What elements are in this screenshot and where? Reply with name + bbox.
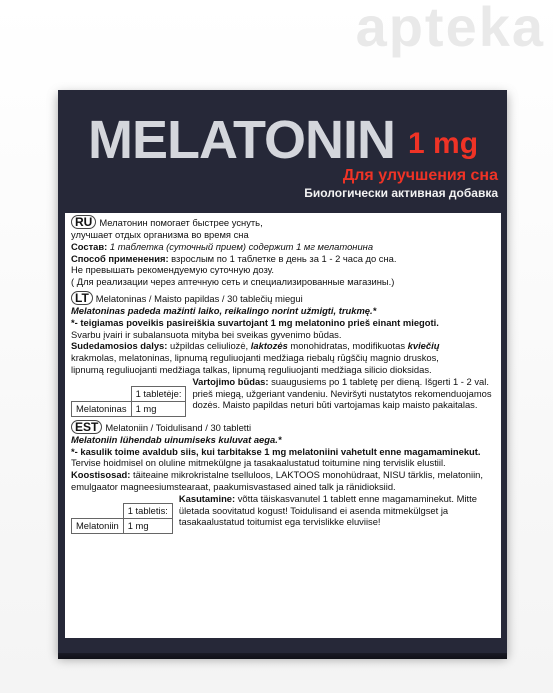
lt-table-empty-cell — [72, 386, 132, 401]
lt-head: Melatoninas / Maisto papildas / 30 tablečių miegui — [95, 292, 303, 304]
ru-usage — [71, 253, 495, 265]
est-note: *- kasulik toime avaldub siis, kui tarbitakse 1 mg melatoniini vahetult enne magamaminekut. — [71, 445, 481, 457]
est-bottom-row — [71, 493, 495, 534]
lt-ing2: monohidratas, modifikuotas — [287, 340, 408, 352]
ru-line6: ( Для реализации через аптечную сеть и специализированные магазины.) — [71, 276, 395, 288]
lang-badge-lt: LT — [71, 291, 93, 305]
est-ingredients-text: täiteaine mikrokristalne tselluloos, LAKTOOS monohüdraat, NISU tärklis, melatoniin, emulgaator magneesiumstearaat, paakumisvastased ained talk ja ränidioksiid. — [71, 469, 483, 492]
subtitle-white: Биологически активная добавка — [304, 186, 498, 200]
lt-bottom-row — [71, 376, 495, 417]
est-table-empty-cell — [72, 503, 124, 518]
section-est — [71, 420, 495, 534]
est-ingredients-label: Koostisosad: — [71, 469, 131, 481]
ru-line5: Не превышать рекомендуемую суточную дозу. — [71, 264, 275, 276]
est-text1: Tervise hoidmisel on oluline mitmekülgne ja tasakaalustatud toitumine ning tervislik elustiil. — [71, 457, 446, 469]
lt-ing1: užpildas celiuliozė, — [167, 340, 251, 352]
lang-badge-est: EST — [71, 420, 102, 434]
est-slogan: Melatoniin lühendab uinumiseks kuluvat aega.* — [71, 433, 282, 445]
lt-nutrition-table — [71, 386, 186, 417]
est-usage — [179, 493, 495, 534]
lt-usage — [192, 376, 495, 417]
lt-ing-lactose: laktozės — [250, 340, 288, 352]
ru-composition — [71, 241, 495, 253]
lt-slogan: Melatoninas padeda mažinti laiko, reikalingo norint užmigti, trukmę.* — [71, 304, 377, 316]
ru-line1: Мелатонин помогает быстрее уснуть, — [99, 217, 263, 228]
product-box — [58, 90, 507, 655]
lt-table-header: 1 tabletėje: — [131, 386, 186, 401]
est-usage-label: Kasutamine: — [178, 492, 236, 504]
lt-ing3: krakmolas, melatoninas, lipnumą reguliuojanti medžiaga riebalų rūgščių magnio druskos, — [71, 352, 439, 364]
section-ru — [71, 215, 495, 288]
title-area — [88, 110, 498, 200]
est-usage-text: võtta täiskasvanutel 1 tablett enne magamaminekut. Mitte ületada soovitatud kogust! Toidulisand ei asenda mitmekülgset ja tasakaalustatud toitumist ega tervislikke eluviise! — [178, 492, 477, 528]
watermark: apteka — [355, 0, 545, 58]
ru-composition-label: Состав: — [71, 240, 108, 252]
lt-usage-text: suaugusiems po 1 tabletę per dieną. Išgerti 1 - 2 val. prieš miegą, užgeriant vandeniu. Neviršyti nustatytos rekomenduojamos dozės. Maisto papildas neturi būti vartojamas kaip maisto pakaitalas. — [192, 375, 492, 411]
est-body — [71, 446, 495, 493]
lt-table-name: Melatoninas — [72, 401, 132, 416]
lt-ingredients-label: Sudedamosios dalys: — [71, 340, 168, 352]
brand-title: MELATONIN — [88, 110, 395, 170]
est-head: Melatoniin / Toidulisand / 30 tabletti — [105, 421, 252, 433]
label-panel — [65, 213, 501, 638]
lt-usage-label: Vartojimo būdas: — [192, 375, 269, 387]
lt-ingredients — [71, 340, 495, 352]
lt-ing4: lipnumą reguliuojanti medžiaga talkas, lipnumą reguliuojanti medžiaga silicio dioksidas. — [71, 363, 432, 375]
lt-table-value: 1 mg — [131, 401, 186, 416]
est-table-value: 1 mg — [123, 518, 172, 533]
subtitle-red: Для улучшения сна — [342, 167, 498, 184]
ru-usage-text: взрослым по 1 таблетке в день за 1 - 2 часа до сна. — [168, 252, 397, 264]
lang-badge-ru: RU — [71, 215, 96, 229]
dose-label: 1 mg — [408, 127, 479, 160]
lt-balanced: Svarbu įvairi ir subalansuota mityba bei sveikas gyvenimo būdas. — [71, 328, 342, 340]
lt-ing-wheat: kviečių — [407, 340, 440, 352]
est-table-header: 1 tabletis: — [123, 503, 172, 518]
lt-note: *- teigiamas poveikis pasireiškia suvartojant 1 mg melatonino prieš einant miegoti. — [71, 316, 439, 328]
ru-line2: улучшает отдых организма во время сна — [71, 229, 249, 240]
ru-usage-label: Способ применения: — [71, 252, 169, 264]
est-table-name: Melatoniin — [72, 518, 124, 533]
ru-composition-text: 1 таблетка (суточный прием) содержит 1 мг мелатонина — [107, 240, 374, 252]
est-nutrition-table — [71, 503, 173, 534]
section-lt — [71, 291, 495, 417]
